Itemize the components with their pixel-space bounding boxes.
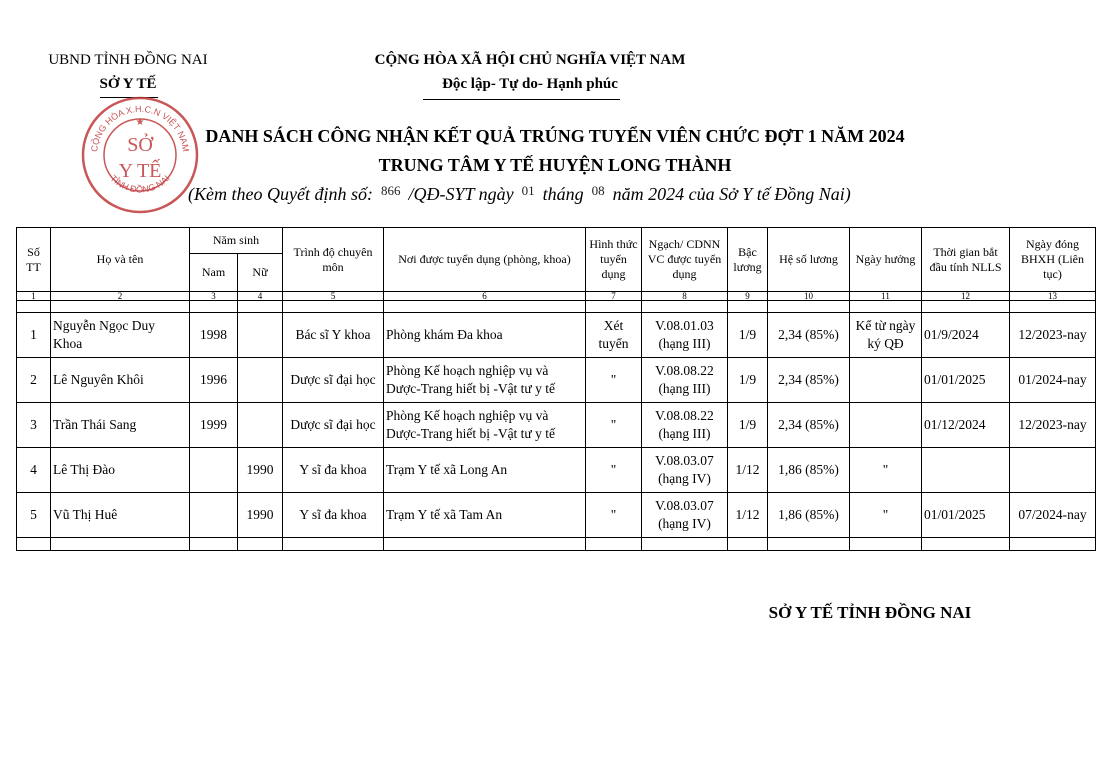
cell-birth-female: 1990 [238, 493, 283, 538]
cell-rank: V.08.08.22 (hạng III) [642, 358, 728, 403]
cell-name: Vũ Thị Huê [51, 493, 190, 538]
cell-name: Lê Nguyên Khôi [51, 358, 190, 403]
cell-workplace: Phòng khám Đa khoa [384, 313, 586, 358]
cell-date-effective: " [850, 493, 922, 538]
national-title: CỘNG HÒA XÃ HỘI CHỦ NGHĨA VIỆT NAM [374, 52, 686, 68]
cell-bhxh: 01/2024-nay [1010, 358, 1096, 403]
cell-grade: 1/9 [728, 313, 768, 358]
table-row [17, 448, 1096, 493]
cell-name: Lê Thị Đào [51, 448, 190, 493]
cell-workplace: Phòng Kế hoạch nghiệp vụ và Dược-Trang hiết bị -Vật tư y tế [384, 403, 586, 448]
cell-coef: 2,34 (85%) [768, 403, 850, 448]
header-stt: Số TT [17, 228, 51, 292]
cell-method: " [586, 403, 642, 448]
col-number: 6 [384, 292, 586, 301]
decision-month: 08 [591, 183, 605, 198]
cell-nlls-start: 01/12/2024 [922, 403, 1010, 448]
cell-name: Nguyễn Ngọc Duy Khoa [51, 313, 190, 358]
header-qualification: Trình độ chuyên môn [283, 228, 384, 292]
cell-grade: 1/12 [728, 493, 768, 538]
table-row [17, 403, 1096, 448]
cell-workplace: Trạm Y tế xã Tam An [384, 493, 586, 538]
cell-birth-female [238, 313, 283, 358]
cell-nlls-start: 01/9/2024 [922, 313, 1010, 358]
col-number: 3 [190, 292, 238, 301]
decision-day: 01 [521, 183, 535, 198]
cell-qualification: Dược sĩ đại học [283, 358, 384, 403]
decision-reference [188, 183, 948, 205]
table-row [17, 358, 1096, 403]
cell-method: " [586, 493, 642, 538]
cell-qualification: Y sĩ đa khoa [283, 493, 384, 538]
col-number: 2 [51, 292, 190, 301]
cell-date-effective: " [850, 448, 922, 493]
cell-bhxh: 12/2023-nay [1010, 313, 1096, 358]
cell-grade: 1/9 [728, 358, 768, 403]
table-row [17, 493, 1096, 538]
header-date-effective: Ngày hưởng [850, 228, 922, 292]
col-number: 8 [642, 292, 728, 301]
cell-birth-male: 1998 [190, 313, 238, 358]
cell-nlls-start [922, 448, 1010, 493]
cell-method: Xét tuyển [586, 313, 642, 358]
header-rank: Ngạch/ CDNN VC được tuyển dụng [642, 228, 728, 292]
cell-stt: 2 [17, 358, 51, 403]
cell-birth-male: 1996 [190, 358, 238, 403]
cell-rank: V.08.03.07 (hạng IV) [642, 493, 728, 538]
cell-coef: 1,86 (85%) [768, 493, 850, 538]
cell-qualification: Y sĩ đa khoa [283, 448, 384, 493]
col-number: 12 [922, 292, 1010, 301]
header-name: Họ và tên [51, 228, 190, 292]
cell-stt: 3 [17, 403, 51, 448]
cell-method: " [586, 448, 642, 493]
seal-center-line2: Y TẾ [118, 160, 162, 182]
cell-birth-male [190, 493, 238, 538]
svg-text:★: ★ [135, 117, 145, 128]
header-female: Nữ [238, 254, 283, 292]
header-grade: Bậc lương [728, 228, 768, 292]
cell-workplace: Phòng Kế hoạch nghiệp vụ và Dược-Trang hiết bị -Vật tư y tế [384, 358, 586, 403]
cell-qualification: Dược sĩ đại học [283, 403, 384, 448]
col-number: 11 [850, 292, 922, 301]
cell-coef: 1,86 (85%) [768, 448, 850, 493]
decision-ref-part4: năm 2024 của Sở Y tế Đồng Nai) [612, 184, 851, 204]
cell-grade: 1/9 [728, 403, 768, 448]
seal-bottom-text: TỈNH ĐỒNG NAI [108, 173, 172, 195]
issuer-line2: SỞ Y TẾ [99, 76, 157, 92]
decision-ref-part1: (Kèm theo Quyết định số: [188, 184, 373, 204]
cell-birth-male: 1999 [190, 403, 238, 448]
col-number: 1 [17, 292, 51, 301]
cell-stt: 5 [17, 493, 51, 538]
cell-stt: 4 [17, 448, 51, 493]
document-title: DANH SÁCH CÔNG NHẬN KẾT QUẢ TRÚNG TUYỂN VIÊN CHỨC ĐỢT 1 NĂM 2024 [205, 126, 905, 146]
cell-bhxh [1010, 448, 1096, 493]
cell-nlls-start: 01/01/2025 [922, 358, 1010, 403]
col-number: 4 [238, 292, 283, 301]
header-workplace: Nơi được tuyển dụng (phòng, khoa) [384, 228, 586, 292]
cell-coef: 2,34 (85%) [768, 313, 850, 358]
table-row [17, 313, 1096, 358]
cell-qualification: Bác sĩ Y khoa [283, 313, 384, 358]
col-number: 13 [1010, 292, 1096, 301]
document-subtitle: TRUNG TÂM Y TẾ HUYỆN LONG THÀNH [378, 155, 732, 175]
seal-ring-text: CỘNG HÒA X.H.C.N VIỆT NAM [89, 103, 191, 153]
decision-ref-part3: tháng [542, 184, 584, 204]
header-bhxh: Ngày đóng BHXH (Liên tục) [1010, 228, 1096, 292]
cell-bhxh: 07/2024-nay [1010, 493, 1096, 538]
national-motto: Độc lập- Tự do- Hạnh phúc [442, 76, 618, 92]
header-coef: Hệ số lương [768, 228, 850, 292]
seal-center-line1: SỞ [127, 134, 153, 156]
cell-nlls-start: 01/01/2025 [922, 493, 1010, 538]
cell-birth-male [190, 448, 238, 493]
header-nlls-start: Thời gian bắt đầu tính NLLS [922, 228, 1010, 292]
cell-name: Trần Thái Sang [51, 403, 190, 448]
cell-birth-female [238, 358, 283, 403]
col-number: 9 [728, 292, 768, 301]
col-number: 5 [283, 292, 384, 301]
header-birth-year: Năm sinh [190, 228, 283, 254]
issuer-line1: UBND TỈNH ĐỒNG NAI [48, 52, 208, 68]
cell-workplace: Trạm Y tế xã Long An [384, 448, 586, 493]
cell-birth-female [238, 403, 283, 448]
cell-date-effective [850, 403, 922, 448]
cell-bhxh: 12/2023-nay [1010, 403, 1096, 448]
col-number: 10 [768, 292, 850, 301]
cell-date-effective [850, 358, 922, 403]
cell-rank: V.08.08.22 (hạng III) [642, 403, 728, 448]
cell-rank: V.08.03.07 (hạng IV) [642, 448, 728, 493]
decision-ref-part2: /QĐ-SYT ngày [408, 184, 514, 204]
cell-method: " [586, 358, 642, 403]
cell-date-effective: Kể từ ngày ký QĐ [850, 313, 922, 358]
cell-birth-female: 1990 [238, 448, 283, 493]
header-male: Nam [190, 254, 238, 292]
cell-stt: 1 [17, 313, 51, 358]
signature-organization: SỞ Y TẾ TỈNH ĐỒNG NAI [768, 603, 972, 622]
decision-number: 866 [380, 183, 401, 198]
header-method: Hình thức tuyển dụng [586, 228, 642, 292]
cell-grade: 1/12 [728, 448, 768, 493]
col-number: 7 [586, 292, 642, 301]
motto-underline [423, 99, 620, 100]
cell-coef: 2,34 (85%) [768, 358, 850, 403]
cell-rank: V.08.01.03 (hạng III) [642, 313, 728, 358]
recruitment-table [16, 227, 1096, 551]
